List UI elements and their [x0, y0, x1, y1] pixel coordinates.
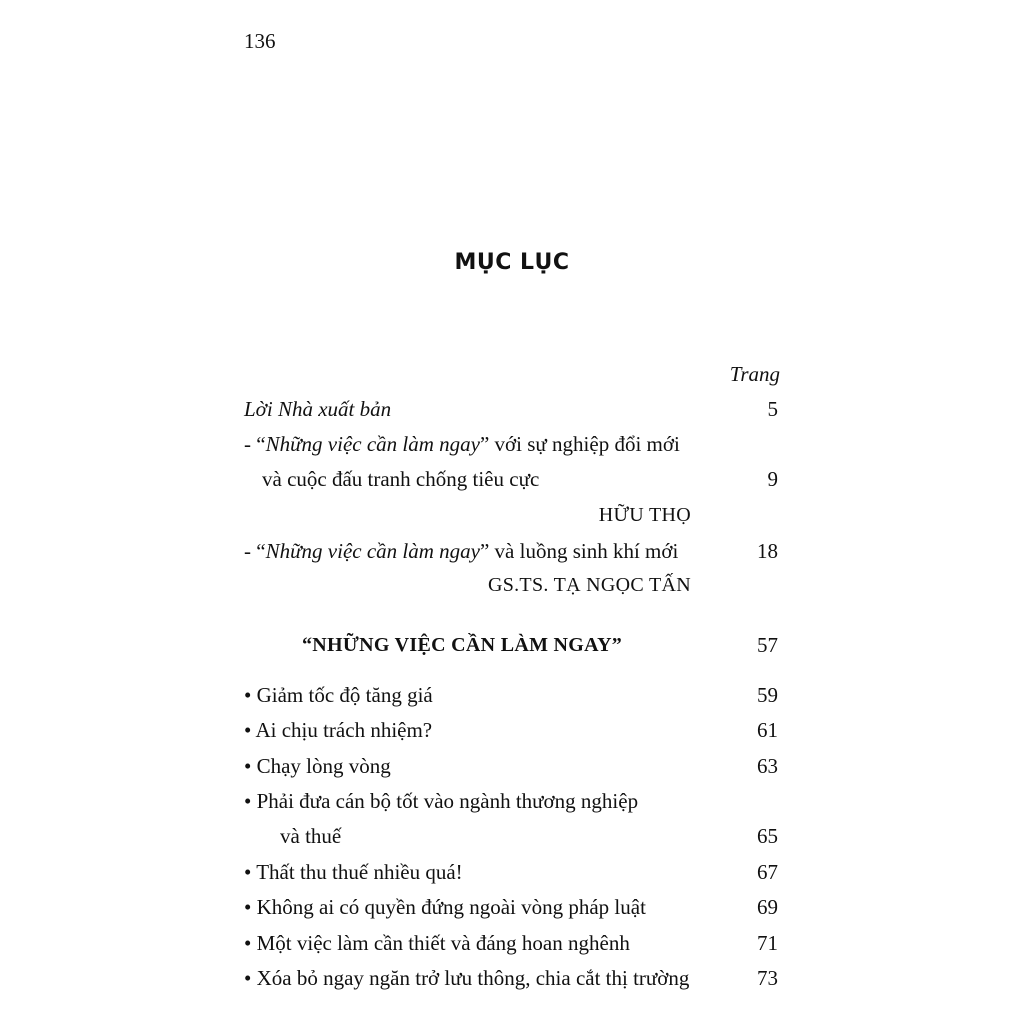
toc-entry-suffix: ” và luồng sinh khí mới: [479, 539, 679, 563]
toc-item: • Xóa bỏ ngay ngăn trở lưu thông, chia cắt thị trường: [244, 966, 690, 990]
toc-entry-suffix: ” với sự nghiệp đổi mới: [479, 432, 680, 456]
toc-entry-huu-tho: [244, 431, 680, 457]
toc-item-page: 71: [757, 931, 778, 955]
section-title: “NHỮNG VIỆC CẦN LÀM NGAY”: [302, 634, 623, 656]
toc-item-page: 63: [757, 754, 778, 778]
toc-item-page: 59: [757, 683, 778, 707]
toc-item: • Giảm tốc độ tăng giá: [244, 683, 433, 707]
toc-item-page: 69: [757, 895, 778, 919]
toc-entry-text: Lời Nhà xuất bản: [244, 397, 392, 421]
toc-entry-author: GS.TS. TẠ NGỌC TẤN: [487, 574, 691, 596]
toc-entry-author: HỮU THỌ: [598, 504, 691, 526]
toc-item-page: 65: [757, 824, 778, 848]
toc-item: • Chạy lòng vòng: [244, 754, 391, 778]
toc-entry-publisher-note: [244, 396, 391, 422]
toc-item: • Phải đưa cán bộ tốt vào ngành thương nghiệp: [244, 789, 639, 813]
toc-item: • Thất thu thuế nhiều quá!: [244, 860, 463, 884]
toc-entry-prefix: - “: [244, 432, 266, 456]
toc-item: • Ai chịu trách nhiệm?: [244, 718, 433, 742]
toc-entry-page: 9: [767, 467, 778, 491]
toc-item-page: 73: [757, 966, 778, 990]
page-number: 136: [244, 29, 276, 53]
toc-item-continuation: và thuế: [280, 824, 342, 848]
toc-entry-continuation: và cuộc đấu tranh chống tiêu cực: [262, 467, 540, 491]
toc-entry-page: 5: [767, 397, 778, 421]
toc-title: MỤC LỤC: [454, 250, 570, 275]
toc-entry-prefix: - “: [244, 539, 266, 563]
toc-entry-page: 18: [757, 539, 778, 563]
toc-entry-italic-title: Những việc cần làm ngay: [265, 432, 480, 456]
toc-entry-ta-ngoc-tan: [244, 538, 678, 564]
page-column-header: Trang: [729, 362, 780, 386]
toc-item-page: 61: [757, 718, 778, 742]
toc-item-page: 67: [757, 860, 778, 884]
toc-entry-italic-title: Những việc cần làm ngay: [265, 539, 480, 563]
toc-item: • Không ai có quyền đứng ngoài vòng pháp luật: [244, 895, 646, 919]
toc-item: • Một việc làm cần thiết và đáng hoan nghênh: [244, 931, 630, 955]
section-page: 57: [757, 633, 778, 657]
